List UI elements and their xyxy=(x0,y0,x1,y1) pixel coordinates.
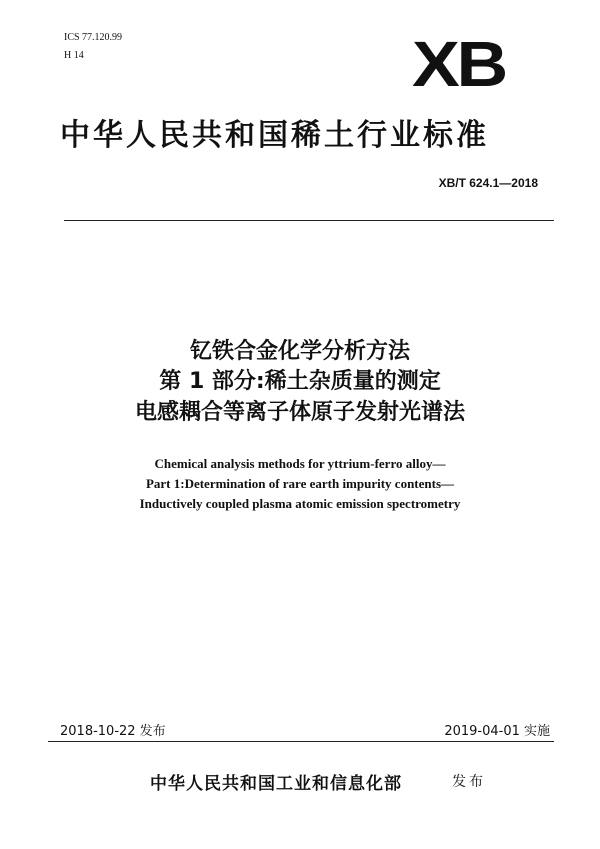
industry-standard-title: 中华人民共和国稀土行业标准 xyxy=(60,118,489,153)
standard-number: XB/T 624.1—2018 xyxy=(438,176,538,190)
issuing-authority: 中华人民共和国工业和信息化部 xyxy=(150,774,402,794)
xb-logo: XB xyxy=(412,28,505,100)
standard-title-en-line-3: Inductively coupled plasma atomic emission spectrometry xyxy=(139,496,461,511)
standard-title-cn-line-2: 第 1 部分:稀土杂质量的测定 xyxy=(159,369,441,394)
footer-divider xyxy=(48,741,554,742)
standard-title-cn-line-1: 钇铁合金化学分析方法 xyxy=(189,339,410,364)
standard-title-en-line-2: Part 1:Determination of rare earth impurity contents— xyxy=(145,476,455,491)
implement-date: 2019-04-01 实施 xyxy=(444,724,550,739)
issue-label: 发布 xyxy=(452,774,486,790)
standard-title-cn-line-3: 电感耦合等离子体原子发射光谱法 xyxy=(134,400,465,425)
standard-title-en-line-1: Chemical analysis methods for yttrium-ferro alloy— xyxy=(154,456,446,471)
ics-code: ICS 77.120.99 xyxy=(64,32,123,43)
classification-code: H 14 xyxy=(64,50,84,61)
header-divider xyxy=(64,220,554,221)
publish-date: 2018-10-22 发布 xyxy=(60,724,166,739)
